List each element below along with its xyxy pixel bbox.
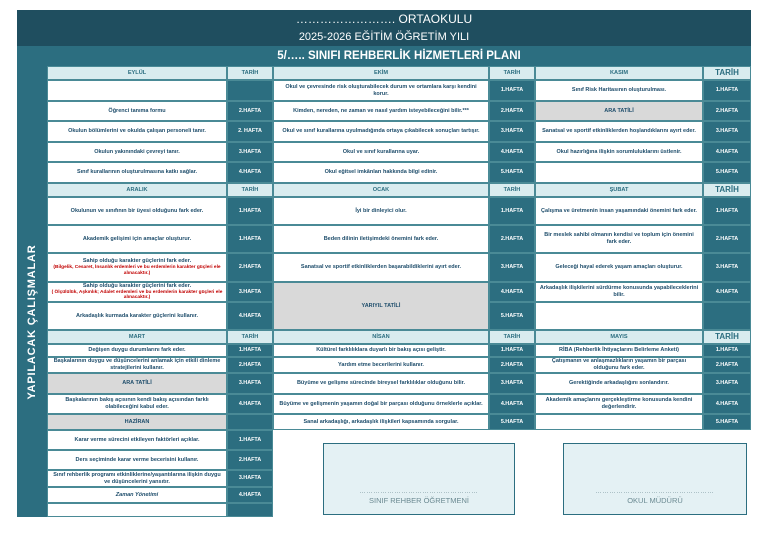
activity-cell (535, 414, 703, 430)
break-cell: ARA TATİLİ (535, 101, 703, 121)
academic-year: 2025-2026 EĞİTİM ÖĞRETİM YILI (17, 28, 751, 46)
week-cell (227, 80, 273, 101)
week-cell: 3.HAFTA (227, 373, 273, 394)
week-cell: 1.HAFTA (227, 430, 273, 450)
principal-signature-label: OKUL MÜDÜRÜ (627, 496, 683, 505)
week-cell: 4.HAFTA (703, 142, 751, 162)
activity-cell: Gerektiğinde arkadaşlığını sonlandırır. (535, 373, 703, 394)
week-cell: 4.HAFTA (489, 394, 535, 414)
week-cell: 1.HAFTA (227, 344, 273, 357)
activity-cell: Beden dilinin iletişimdeki önemini fark eder. (273, 225, 489, 253)
activity-cell: Kültürel farklılıklara duyarlı bir bakış açısı geliştir. (273, 344, 489, 357)
week-cell: 1.HAFTA (489, 80, 535, 101)
activity-cell: Sanatsal ve sportif etkinliklerden başarabildiklerini ayırt eder. (273, 253, 489, 282)
week-cell: 3.HAFTA (703, 253, 751, 282)
activity-cell: Sınıf kurallarının oluşturulmasına katkı sağlar. (47, 162, 227, 183)
activity-cell: Büyüme ve gelişmenin yaşamın doğal bir parçası olduğunu örneklerle açıklar. (273, 394, 489, 414)
break-cell: ARA TATİLİ (47, 373, 227, 394)
activity-cell: Çalışma ve üretmenin insan yaşamındaki önemini fark eder. (535, 197, 703, 225)
teacher-signature-box[interactable] (323, 443, 515, 515)
week-cell: 2. HAFTA (227, 121, 273, 142)
activity-cell (47, 253, 227, 282)
activity-cell (47, 282, 227, 302)
tarih-header: TARİH (227, 330, 273, 344)
plan-grid (47, 66, 751, 517)
activity-cell: Okul hazırlığına ilişkin sorumluluklarını üstlenir. (535, 142, 703, 162)
activity-cell: Okulunun ve sınıfının bir üyesi olduğunu fark eder. (47, 197, 227, 225)
activity-cell: Geleceği hayal ederek yaşam amaçları oluşturur. (535, 253, 703, 282)
side-label: YAPILACAK ÇALIŞMALAR (26, 244, 38, 400)
month-header-mayis: MAYIS (535, 330, 703, 344)
tarih-header: TARİH (227, 183, 273, 197)
week-cell: 3.HAFTA (703, 373, 751, 394)
activity-cell: Arkadaşlık kurmada karakter güçlerini kullanır. (47, 302, 227, 330)
activity-cell: Okul eğitsel imkânları hakkında bilgi edinir. (273, 162, 489, 183)
activity-cell: RİBA (Rehberlik İhtiyaçlarını Belirleme Anketi) (535, 344, 703, 357)
activity-cell (47, 503, 227, 517)
week-cell: 2.HAFTA (703, 357, 751, 373)
activity-cell: Sınıf Risk Haritasının oluşturulması. (535, 80, 703, 101)
week-cell: 1.HAFTA (703, 80, 751, 101)
week-cell: 1.HAFTA (227, 225, 273, 253)
activity-cell: Kimden, nereden, ne zaman ve nasıl yardım isteyebileceğini bilir.*** (273, 101, 489, 121)
activity-cell: Büyüme ve gelişme sürecinde bireysel farklılıklar olduğunu bilir. (273, 373, 489, 394)
week-cell: 1.HAFTA (703, 344, 751, 357)
week-cell: 3.HAFTA (703, 121, 751, 142)
activity-text: Sahip olduğu karakter güçlerini fark eder. (82, 282, 192, 289)
week-cell: 4.HAFTA (227, 162, 273, 183)
week-cell: 4.HAFTA (227, 394, 273, 414)
week-cell: 2.HAFTA (489, 357, 535, 373)
tarih-header: TARİH (703, 66, 751, 80)
activity-cell: Bir meslek sahibi olmanın kendisi ve toplum için önemini fark eder. (535, 225, 703, 253)
tarih-header: TARİH (703, 183, 751, 197)
week-cell: 2.HAFTA (703, 101, 751, 121)
month-header-aralik: ARALIK (47, 183, 227, 197)
tarih-header: TARİH (489, 183, 535, 197)
tarih-header: TARİH (703, 330, 751, 344)
week-cell (227, 503, 273, 517)
week-cell: 2.HAFTA (227, 101, 273, 121)
activity-cell: Ders seçiminde karar verme becerisini kullanır. (47, 450, 227, 470)
plan-title: 5/….. SINIFI REHBERLİK HİZMETLERİ PLANI (47, 46, 751, 66)
week-cell (703, 302, 751, 330)
tarih-header: TARİH (489, 66, 535, 80)
activity-cell (47, 80, 227, 101)
activity-cell: Okulun yakınındaki çevreyi tanır. (47, 142, 227, 162)
tarih-header: TARİH (227, 66, 273, 80)
week-cell: 3.HAFTA (489, 121, 535, 142)
signature-line: …………………………………………… (595, 489, 715, 495)
week-cell: 4.HAFTA (703, 282, 751, 302)
school-name: ……………………. ORTAOKULU (17, 10, 751, 28)
activity-cell: Okulun bölümlerini ve okulda çalışan personeli tanır. (47, 121, 227, 142)
activity-cell: Çatışmanın ve anlaşmazlıkların yaşamın bir parçası olduğunu fark eder. (535, 357, 703, 373)
week-cell (227, 414, 273, 430)
week-cell: 5.HAFTA (489, 414, 535, 430)
week-cell: 1.HAFTA (703, 197, 751, 225)
week-cell: 1.HAFTA (489, 197, 535, 225)
activity-cell: Yardım etme becerilerini kullanır. (273, 357, 489, 373)
activity-cell: Okul ve çevresinde risk oluşturabilecek durum ve ortamlara karşı kendini korur. (273, 80, 489, 101)
month-header-mart: MART (47, 330, 227, 344)
week-cell: 2.HAFTA (703, 225, 751, 253)
activity-cell: Öğrenci tanıma formu (47, 101, 227, 121)
week-cell: 3.HAFTA (227, 142, 273, 162)
activity-cell: İyi bir dinleyici olur. (273, 197, 489, 225)
month-header-nisan: NİSAN (273, 330, 489, 344)
week-cell: 2.HAFTA (227, 253, 273, 282)
activity-note: (Bilgelik, Cesaret, İnsanlık erdemleri ve bu erdemlerin karakter güçleri ele alınacaktır.) (53, 265, 221, 276)
activity-text: Sahip olduğu karakter güçlerini fark eder. (82, 258, 192, 265)
activity-cell: Okul ve sınıf kurallarına uyulmadığında ortaya çıkabilecek sonuçları tartışır. (273, 121, 489, 142)
activity-note: ( Ölçülülük, Aşkınlık; Adalet erdemleri ve bu erdemlerin karakter güçleri ele alınacaktır.) (51, 289, 223, 301)
activity-cell: Akademik gelişimi için amaçlar oluşturur. (47, 225, 227, 253)
month-header-ekim: EKİM (273, 66, 489, 80)
activity-cell: Okul ve sınıf kurallarına uyar. (273, 142, 489, 162)
week-cell: 2.HAFTA (227, 357, 273, 373)
week-cell: 3.HAFTA (489, 373, 535, 394)
month-header-ocak: OCAK (273, 183, 489, 197)
activity-cell: Sanatsal ve sportif etkinliklerden hoşlandıklarını ayırt eder. (535, 121, 703, 142)
activity-cell: Değişen duygu durumlarını fark eder. (47, 344, 227, 357)
activity-cell: Akademik amaçlarını gerçekleştirme konusunda kendini değerlendirir. (535, 394, 703, 414)
teacher-signature-label: SINIF REHBER ÖĞRETMENİ (368, 496, 469, 505)
week-cell: 1.HAFTA (227, 197, 273, 225)
activity-cell: Arkadaşlık ilişkilerini sürdürme konusunda yapabileceklerini bilir. (535, 282, 703, 302)
month-header-kasim: KASIM (535, 66, 703, 80)
week-cell: 5.HAFTA (703, 414, 751, 430)
principal-signature-box[interactable] (563, 443, 747, 515)
activity-cell: Başkalarının bakış açısının kendi bakış açısından farklı olabileceğini kabul eder. (47, 394, 227, 414)
week-cell: 5.HAFTA (489, 162, 535, 183)
week-cell: 4.HAFTA (703, 394, 751, 414)
month-header-haziran: HAZİRAN (47, 414, 227, 430)
side-band (17, 46, 47, 517)
week-cell: 2.HAFTA (489, 225, 535, 253)
activity-cell (535, 162, 703, 183)
week-cell: 2.HAFTA (227, 450, 273, 470)
week-cell: 1.HAFTA (489, 344, 535, 357)
week-cell: 4.HAFTA (227, 487, 273, 503)
tarih-header: TARİH (489, 330, 535, 344)
activity-cell: Zaman Yönetimi (47, 487, 227, 503)
activity-cell (535, 302, 703, 330)
week-cell: 3.HAFTA (489, 253, 535, 282)
week-cell: 3.HAFTA (227, 282, 273, 302)
week-cell: 4.HAFTA (489, 142, 535, 162)
break-cell: YARIYIL TATİLİ (273, 282, 489, 330)
activity-cell: Sınıf rehberlik programı etkinliklerine/yaşantılarına ilişkin duygu ve düşüncelerini yansıtır. (47, 470, 227, 487)
plan-page (17, 10, 751, 517)
signature-line: …………………………………………… (359, 489, 479, 495)
week-cell: 4.HAFTA (489, 282, 535, 302)
activity-cell: Sanal arkadaşlığı, arkadaşlık ilişkileri kapsamında sorgular. (273, 414, 489, 430)
week-cell: 2.HAFTA (489, 101, 535, 121)
week-cell: 5.HAFTA (703, 162, 751, 183)
week-cell: 3.HAFTA (227, 470, 273, 487)
week-cell: 4.HAFTA (227, 302, 273, 330)
month-header-eylul: EYLÜL (47, 66, 227, 80)
month-header-subat: ŞUBAT (535, 183, 703, 197)
activity-cell: Karar verme sürecini etkileyen faktörleri açıklar. (47, 430, 227, 450)
week-cell: 5.HAFTA (489, 302, 535, 330)
activity-cell: Başkalarının duygu ve düşüncelerini anlamak için etkili dinleme stratejilerini kullanır. (47, 357, 227, 373)
